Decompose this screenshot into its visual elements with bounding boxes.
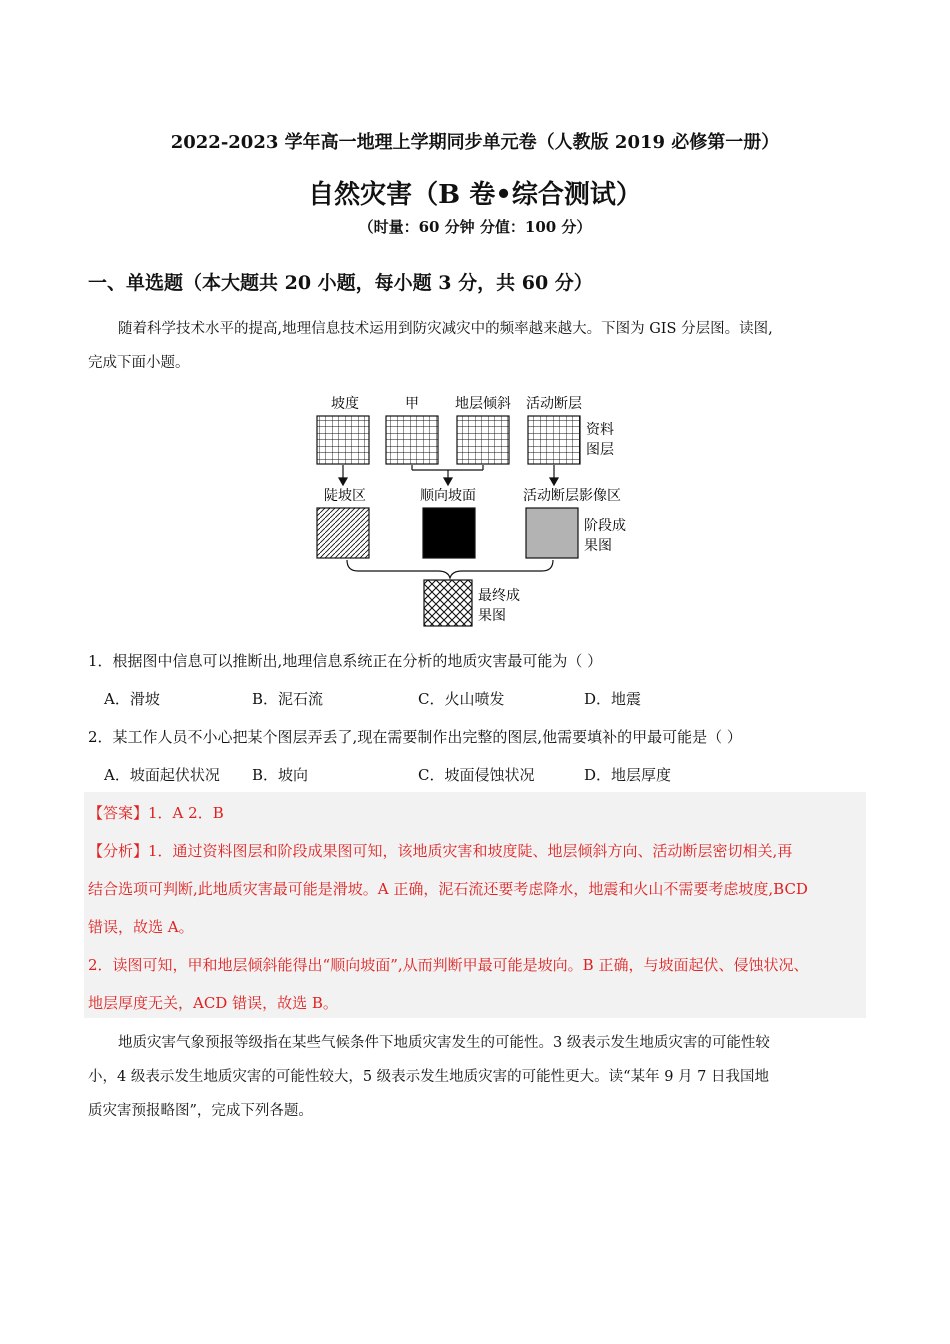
q2-option-a: A．坡面起伏状况 [104, 766, 220, 784]
answer-line: 【答案】1．A 2．B [88, 804, 224, 822]
stage-label-dip: 顺向坡面 [420, 488, 476, 504]
grid-layer-tilt [457, 416, 509, 464]
stage-box-steep [317, 508, 369, 558]
stage-caption-line2: 果图 [584, 538, 612, 554]
stage-label-steep: 陡坡区 [324, 488, 366, 504]
q2-option-d: D．地层厚度 [584, 766, 672, 784]
analysis-2-line2: 地层厚度无关，ACD 错误，故选 B。 [88, 994, 338, 1012]
intro2-line2: 小，4 级表示发生地质灾害的可能性较大，5 级表示发生地质灾害的可能性更大。读“某年 9 月 7 日我国地 [88, 1069, 769, 1085]
intro1-line1: 随着科学技术水平的提高,地理信息技术运用到防灾减灾中的频率越来越大。下图为 GIS 分层图。读图, [118, 321, 773, 337]
flow-arrows [339, 465, 558, 485]
layer-label-jia: 甲 [405, 396, 419, 412]
exam-series-title: 2022-2023 学年高一地理上学期同步单元卷（人教版 2019 必修第一册） [170, 132, 780, 153]
gis-layer-figure [300, 388, 650, 633]
q1-option-c: C．火山喷发 [418, 690, 505, 708]
intro-paragraph-2 [88, 1026, 864, 1128]
section-heading: 一、单选题（本大题共 20 小题，每小题 3 分，共 60 分） [88, 272, 593, 294]
q1-option-b: B．泥石流 [252, 690, 324, 708]
stage-box-dip [423, 508, 475, 558]
grid-layer-fault [528, 416, 580, 464]
q2-option-b: B．坡向 [252, 766, 309, 784]
q1-option-d: D．地震 [584, 690, 642, 708]
stage-caption-line1: 阶段成 [584, 518, 626, 534]
analysis-1-line2: 结合选项可判断,此地质灾害最可能是滑坡。A 正确，泥石流还要考虑降水，地震和火山不需要考虑坡度,BCD [88, 880, 808, 898]
layer-caption-line2: 图层 [586, 442, 614, 458]
grid-layer-slope [317, 416, 369, 464]
intro2-line1: 地质灾害气象预报等级指在某些气候条件下地质灾害发生的可能性。3 级表示发生地质灾害的可能性较 [118, 1035, 770, 1051]
final-result-box [424, 580, 472, 626]
layer-caption-line1: 资料 [586, 422, 614, 438]
layer-label-tilt: 地层倾斜 [455, 396, 511, 412]
stage-label-fault-zone: 活动断层影像区 [523, 488, 621, 504]
layer-label-slope: 坡度 [331, 396, 359, 412]
q2-option-c: C．坡面侵蚀状况 [418, 766, 535, 784]
intro-paragraph-1 [88, 312, 864, 380]
analysis-1-line3: 错误，故选 A。 [88, 918, 194, 936]
unit-title: 自然灾害（B 卷•综合测试） [308, 180, 642, 210]
intro1-line2: 完成下面小题。 [88, 355, 190, 371]
question-2-stem: 2．某工作人员不小心把某个图层弄丢了,现在需要制作出完整的图层,他需要填补的甲最可能是（ ） [88, 728, 742, 746]
time-score-info: （时量：60 分钟 分值：100 分） [358, 218, 592, 236]
layer-label-fault: 活动断层 [526, 396, 582, 412]
analysis-1-line1: 【分析】1．通过资料图层和阶段成果图可知，该地质灾害和坡度陡、地层倾斜方向、活动断层密切相关,再 [88, 842, 793, 860]
analysis-2-line1: 2．读图可知，甲和地层倾斜能得出“顺向坡面”,从而判断甲最可能是坡向。B 正确，与坡面起伏、侵蚀状况、 [88, 956, 809, 974]
final-caption-line1: 最终成 [478, 588, 520, 604]
stage-box-fault [526, 508, 578, 558]
q1-option-a: A．滑坡 [104, 690, 160, 708]
question-1-stem: 1．根据图中信息可以推断出,地理信息系统正在分析的地质灾害最可能为（ ） [88, 652, 603, 670]
merge-brace [347, 560, 553, 578]
intro2-line3: 质灾害预报略图”，完成下列各题。 [88, 1103, 313, 1119]
grid-layer-jia [386, 416, 438, 464]
final-caption-line2: 果图 [478, 608, 506, 624]
answer-analysis-box [84, 792, 866, 1018]
